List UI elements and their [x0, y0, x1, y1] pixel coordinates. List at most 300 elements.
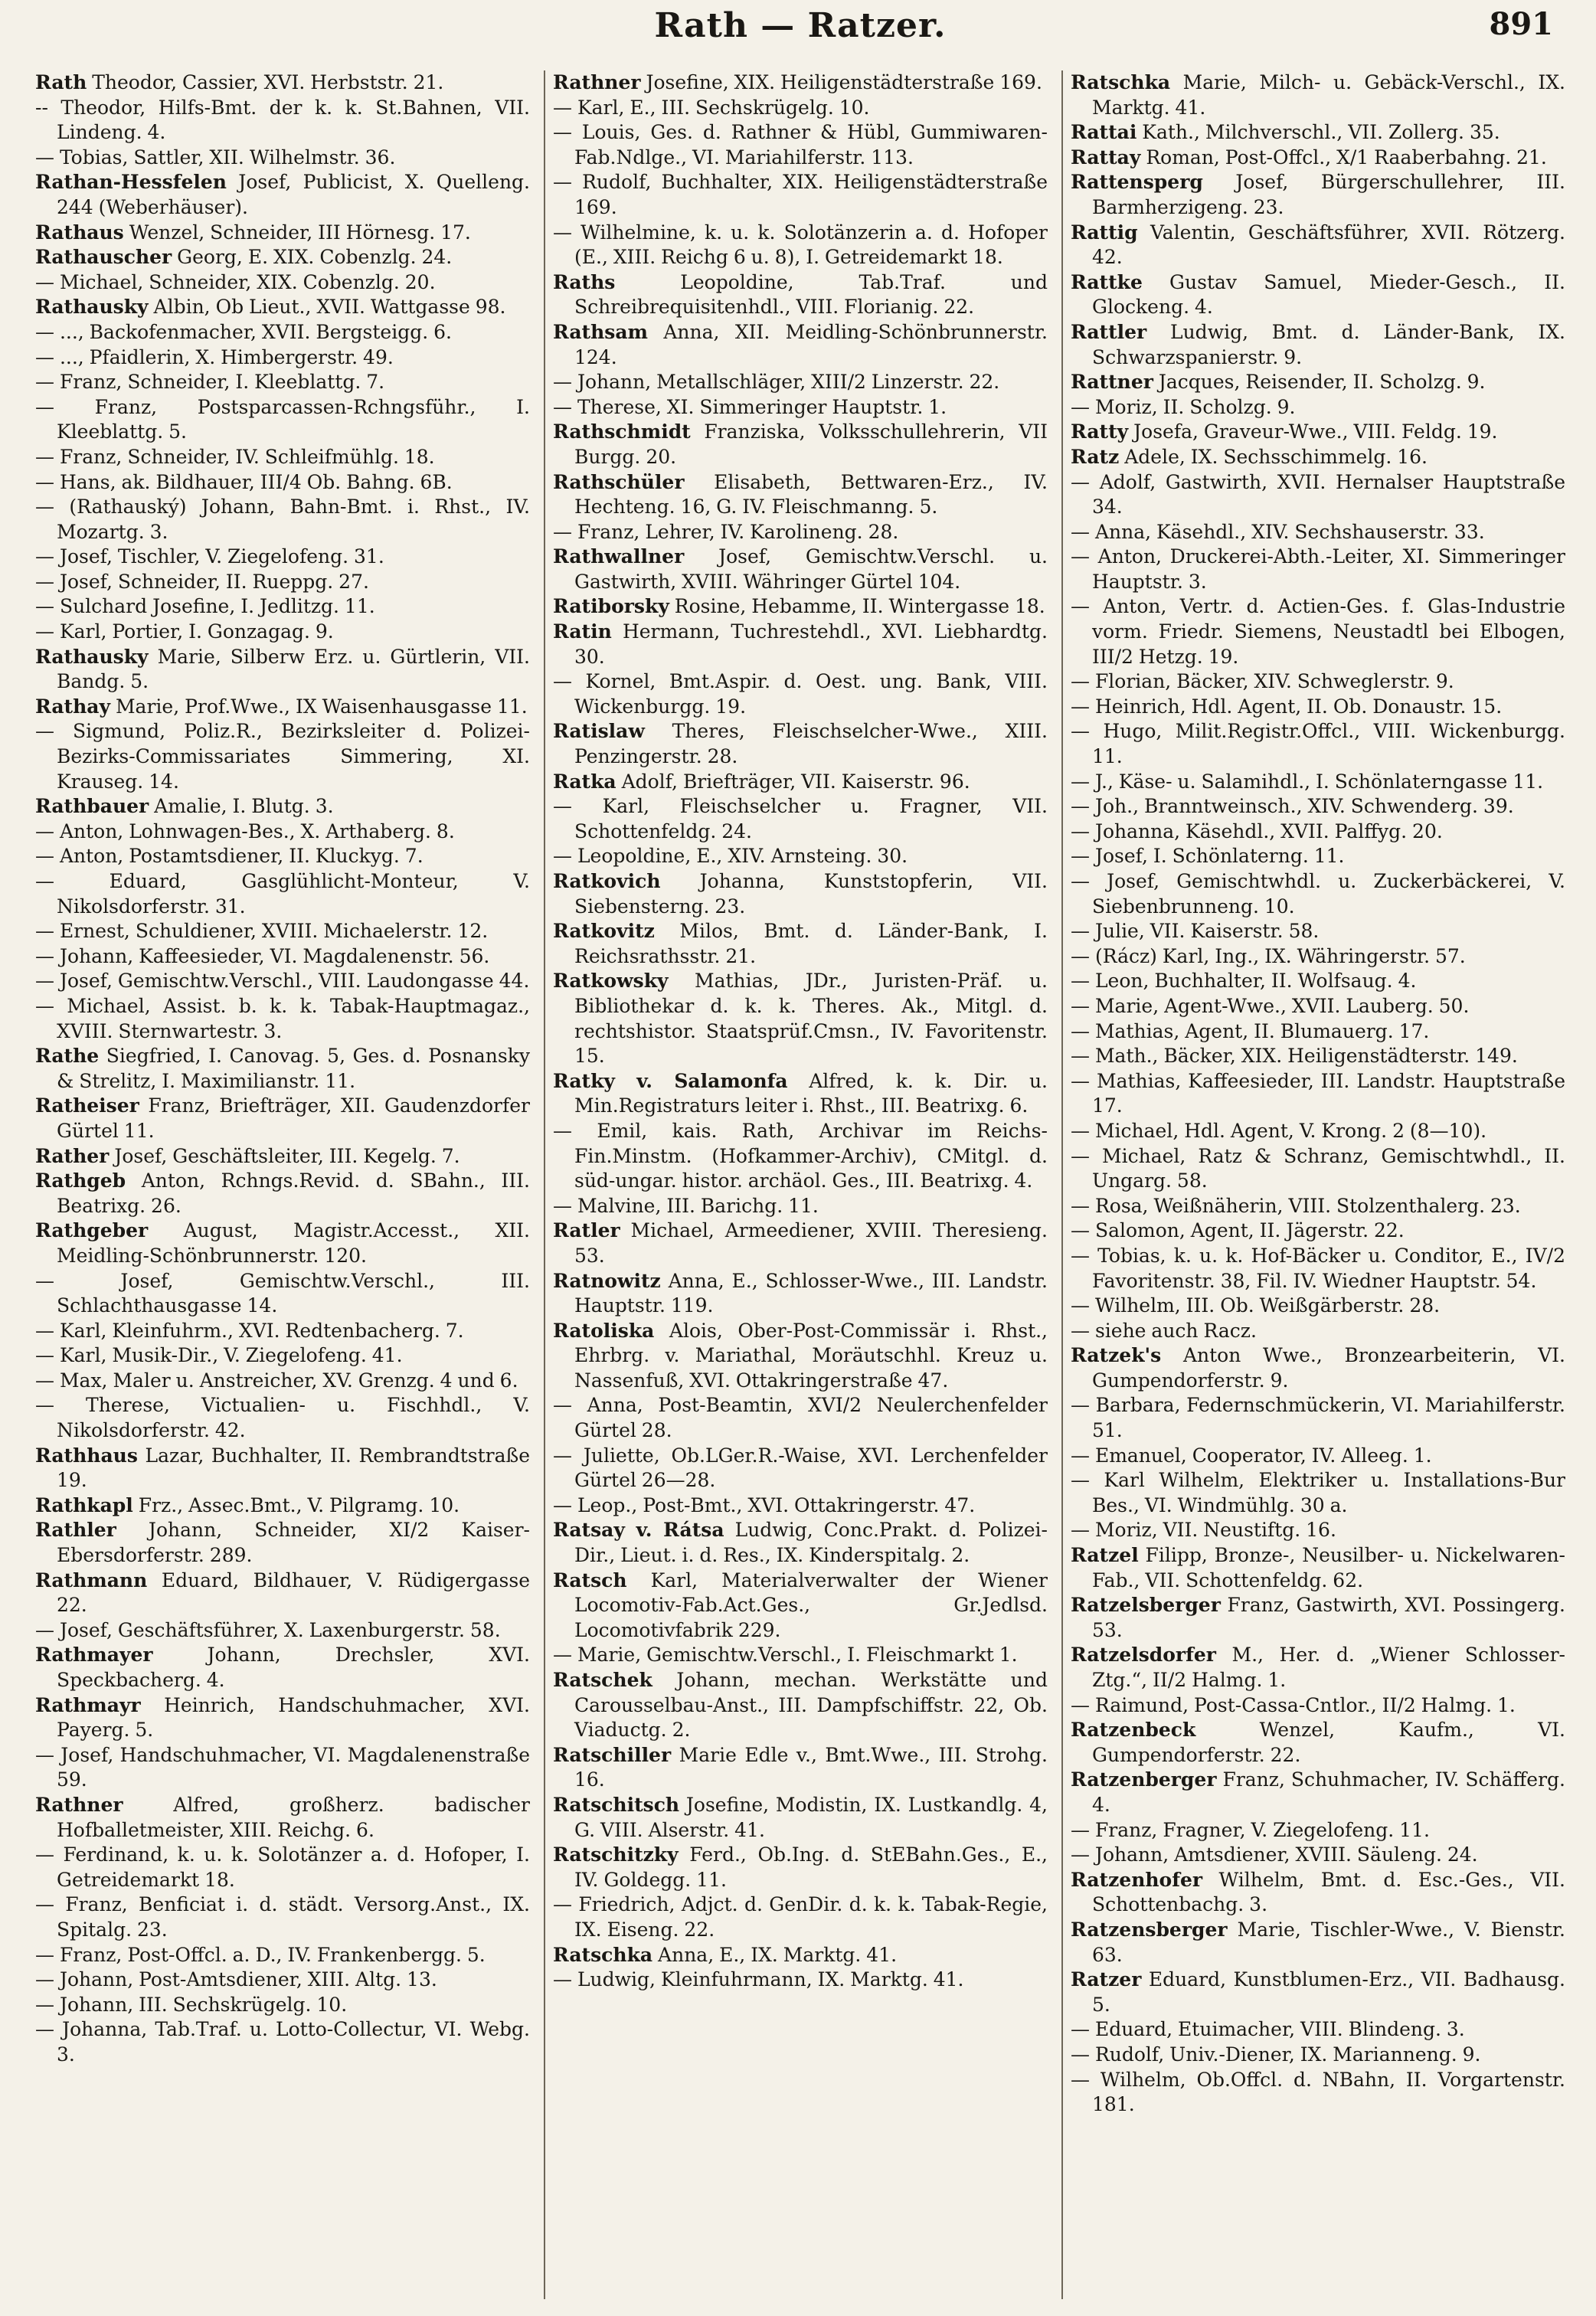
entry-text: Johann, Drechsler, XVI. Speckbacherg. 4.	[57, 1644, 530, 1691]
directory-entry	[553, 1643, 1048, 1668]
entry-text: Ludwig, Conc.Prakt. d. Polizei-Dir., Lieut. i. d. Res., IX. Kinderspitalg. 2.	[574, 1519, 1048, 1567]
directory-entry	[553, 370, 1048, 395]
entry-text: Josef, Bürgerschullehrer, III. Barmherzigeng. 23.	[1092, 171, 1565, 218]
directory-entry	[35, 270, 530, 296]
directory-entry	[1071, 1044, 1565, 1069]
entry-text: — Marie, Gemischtw.Verschl., I. Fleischmarkt 1.	[553, 1644, 1018, 1667]
entry-text: — Salomon, Agent, II. Jägerstr. 22.	[1071, 1219, 1405, 1242]
entry-text: — Mathias, Agent, II. Blumauerg. 17.	[1071, 1019, 1430, 1042]
entry-text: Karl, Materialverwalter der Wiener Locomotiv-Fab.Act.Ges., Gr.Jedlsd. Locomotivfabrik 229.	[574, 1569, 1048, 1641]
entry-surname: Rathwallner	[553, 545, 685, 568]
directory-entry	[553, 1269, 1048, 1319]
entry-text: Josefa, Graveur-Wwe., VIII. Feldg. 19.	[1133, 420, 1498, 443]
directory-entry	[553, 770, 1048, 795]
entry-text: Marie, Prof.Wwe., IX Waisenhausgasse 11.	[115, 695, 528, 718]
entry-text: Marie Edle v., Bmt.Wwe., III. Strohg. 16.	[574, 1743, 1048, 1791]
entry-text: Mathias, JDr., Juristen-Präf. u. Bibliothekar d. k. k. Theres. Ak., Mitgl. d. rechtshistor. Staatsprüf.Cmsn., IV. Favoritenstr. 15.	[574, 970, 1048, 1068]
entry-text: — Louis, Ges. d. Rathner & Hübl, Gummiwaren-Fab.Ndlge., VI. Mariahilferstr. 113.	[553, 121, 1048, 168]
directory-entry	[35, 221, 530, 246]
directory-entry	[553, 1119, 1048, 1194]
entry-surname: Rathner	[553, 71, 641, 93]
entry-text: — Rudolf, Univ.-Diener, IX. Marianneng. 9.	[1071, 2043, 1481, 2066]
entry-text: — Franz, Postsparcassen-Rchngsführ., I. Kleeblattg. 5.	[35, 395, 530, 443]
directory-entry	[1071, 1119, 1565, 1144]
directory-entry	[35, 919, 530, 944]
entry-text: — Leon, Buchhalter, II. Wolfsaug. 4.	[1071, 970, 1417, 993]
column-3	[1061, 70, 1565, 2299]
directory-entry	[35, 645, 530, 695]
entry-text: Filipp, Bronze-, Neusilber- u. Nickelwaren-Fab., VII. Schottenfeldg. 62.	[1092, 1544, 1565, 1591]
directory-entry	[553, 320, 1048, 370]
entry-text: Elisabeth, Bettwaren-Erz., IV. Hechteng. 16, G. IV. Fleischmanng. 5.	[574, 470, 1048, 518]
entry-surname: Ratka	[553, 770, 616, 793]
directory-entry	[35, 1094, 530, 1143]
directory-entry	[1071, 120, 1565, 146]
entry-surname: Ratkovitz	[553, 920, 655, 943]
entry-surname: Rattensperg	[1071, 171, 1203, 194]
directory-entry	[35, 1943, 530, 1968]
directory-entry	[553, 545, 1048, 594]
entry-surname: Rathner	[35, 1793, 123, 1816]
entry-text: — Johann, Kaffeesieder, VI. Magdalenenstr. 56.	[35, 944, 490, 967]
entry-surname: Rathausky	[35, 296, 149, 319]
entry-text: — Juliette, Ob.LGer.R.-Waise, XVI. Lerchenfelder Gürtel 26—28.	[553, 1444, 1048, 1492]
entry-text: Theodor, Cassier, XVI. Herbststr. 21.	[92, 71, 444, 93]
directory-entry	[35, 170, 530, 220]
entry-text: Gustav Samuel, Mieder-Gesch., II. Glockeng. 4.	[1092, 270, 1565, 319]
directory-entry	[553, 969, 1048, 1068]
entry-text: Eduard, Kunstblumen-Erz., VII. Badhausg. 5.	[1092, 1968, 1565, 2016]
directory-entry	[1071, 1818, 1565, 1843]
directory-entry	[35, 545, 530, 570]
entry-text: -- Theodor, Hilfs-Bmt. der k. k. St.Bahnen, VII. Lindeng. 4.	[35, 96, 530, 144]
entry-text: Anton, Rchngs.Revid. d. SBahn., III. Beatrixg. 26.	[57, 1169, 530, 1217]
entry-surname: Ratzelsdorfer	[1071, 1644, 1216, 1667]
entry-text: — Josef, Handschuhmacher, VI. Magdalenenstraße 59.	[35, 1743, 530, 1791]
directory-entry	[1071, 1868, 1565, 1918]
directory-entry	[35, 2017, 530, 2067]
entry-surname: Rathschüler	[553, 470, 685, 493]
directory-entry	[35, 819, 530, 845]
entry-text: — Wilhelm, III. Ob. Weißgärberstr. 28.	[1071, 1294, 1441, 1317]
entry-text: — Hugo, Milit.Registr.Offcl., VIII. Wickenburgg. 11.	[1071, 720, 1565, 768]
entry-text: Franz, Schuhmacher, IV. Schäfferg. 4.	[1092, 1768, 1565, 1816]
entry-text: Franz, Gastwirth, XVI. Possingerg. 53.	[1092, 1594, 1565, 1641]
entry-text: — Wilhelm, Ob.Offcl. d. NBahn, II. Vorgartenstr. 181.	[1071, 2068, 1565, 2116]
entry-text: — Math., Bäcker, XIX. Heiligenstädterstr. 149.	[1071, 1045, 1518, 1068]
entry-surname: Rather	[35, 1144, 110, 1167]
entry-surname: Ratiborsky	[553, 595, 669, 618]
directory-entry	[1071, 221, 1565, 270]
entry-text: — Malvine, III. Barichg. 11.	[553, 1194, 819, 1217]
directory-entry	[553, 520, 1048, 545]
entry-text: — Franz, Fragner, V. Ziegelofeng. 11.	[1071, 1818, 1430, 1841]
directory-entry	[1071, 1144, 1565, 1194]
directory-entry	[553, 1518, 1048, 1568]
directory-entry	[1071, 819, 1565, 845]
directory-entry	[35, 1993, 530, 2018]
entry-text: — Anna, Post-Beamtin, XVI/2 Neulerchenfelder Gürtel 28.	[553, 1394, 1048, 1442]
entry-text: — Josef, Schneider, II. Rueppg. 27.	[35, 570, 369, 593]
entry-text: Jacques, Reisender, II. Scholzg. 9.	[1158, 371, 1486, 394]
entry-text: — Franz, Benficiat i. d. städt. Versorg.Anst., IX. Spitalg. 23.	[35, 1893, 530, 1941]
entry-text: Rosine, Hebamme, II. Wintergasse 18.	[674, 595, 1045, 618]
directory-entry	[35, 146, 530, 171]
directory-entry	[1071, 445, 1565, 470]
directory-entry	[553, 1743, 1048, 1793]
directory-entry	[35, 470, 530, 496]
directory-entry	[35, 594, 530, 620]
directory-entry	[35, 1044, 530, 1094]
directory-entry	[35, 495, 530, 545]
directory-entry	[1071, 1343, 1565, 1393]
directory-entry	[1071, 869, 1565, 919]
entry-text: Amalie, I. Blutg. 3.	[154, 795, 334, 818]
directory-entry	[1071, 1693, 1565, 1719]
entry-surname: Ratzer	[1071, 1968, 1142, 1991]
entry-surname: Rathmann	[35, 1569, 148, 1591]
entry-surname: Ratzelsberger	[1071, 1594, 1221, 1617]
entry-text: Roman, Post-Offcl., X/1 Raaberbahng. 21.	[1146, 146, 1547, 168]
entry-surname: Rathaus	[35, 221, 124, 244]
entry-text: Kath., Milchverschl., VII. Zollerg. 35.	[1142, 121, 1500, 144]
entry-text: — Sulchard Josefine, I. Jedlitzg. 11.	[35, 595, 375, 618]
entry-text: — Karl, Fleischselcher u. Fragner, VII. Schottenfeldg. 24.	[553, 795, 1048, 842]
entry-text: — Josef, Geschäftsführer, X. Laxenburgerstr. 58.	[35, 1618, 501, 1641]
directory-entry	[553, 1444, 1048, 1493]
entry-text: Marie, Tischler-Wwe., V. Bienstr. 63.	[1092, 1918, 1565, 1966]
directory-entry	[35, 1343, 530, 1369]
columns	[35, 70, 1565, 2299]
directory-entry	[553, 395, 1048, 420]
directory-entry	[35, 1393, 530, 1443]
directory-entry	[553, 1968, 1048, 1993]
entry-surname: Ratheiser	[35, 1094, 139, 1117]
directory-entry	[553, 1843, 1048, 1892]
entry-surname: Ratzek's	[1071, 1344, 1162, 1367]
entry-text: — Johanna, Tab.Traf. u. Lotto-Collectur, VI. Webg. 3.	[35, 2018, 530, 2066]
directory-entry	[35, 1643, 530, 1693]
entry-text: — Leop., Post-Bmt., XVI. Ottakringerstr. 47.	[553, 1493, 976, 1516]
entry-surname: Ratschitzky	[553, 1843, 679, 1866]
entry-text: — Franz, Lehrer, IV. Karolineng. 28.	[553, 520, 899, 543]
directory-entry	[553, 1569, 1048, 1644]
directory-entry	[35, 1269, 530, 1319]
entry-text: — Karl Wilhelm, Elektriker u. Installations-Bur Bes., VI. Windmühlg. 30 a.	[1071, 1469, 1565, 1516]
entry-text: — Ernest, Schuldiener, XVIII. Michaelerstr. 12.	[35, 920, 489, 943]
entry-text: — Kornel, Bmt.Aspir. d. Oest. ung. Bank, VIII. Wickenburgg. 19.	[553, 670, 1048, 718]
entry-text: Leopoldine, Tab.Traf. und Schreibrequisitenhdl., VIII. Florianig. 22.	[574, 270, 1048, 319]
entry-text: — Josef, Gemischtw.Verschl., VIII. Laudongasse 44.	[35, 970, 530, 993]
directory-entry	[1071, 1643, 1565, 1693]
entry-text: Wenzel, Schneider, III Hörnesg. 17.	[129, 221, 471, 244]
entry-surname: Rathay	[35, 695, 110, 718]
directory-entry	[553, 919, 1048, 969]
directory-entry	[1071, 1918, 1565, 1968]
entry-text: — Max, Maler u. Anstreicher, XV. Grenzg. 4 und 6.	[35, 1369, 518, 1392]
entry-text: — (Rácz) Karl, Ing., IX. Währingerstr. 57.	[1071, 944, 1466, 967]
entry-surname: Rattig	[1071, 221, 1138, 244]
entry-text: — Florian, Bäcker, XIV. Schweglerstr. 9.	[1071, 670, 1454, 693]
entry-text: Alois, Ober-Post-Commissär i. Rhst., Ehrbrg. v. Mariathal, Moräutschhl. Kreuz u. Nassenfuß, XVI. Ottakringerstraße 47.	[574, 1319, 1048, 1392]
directory-entry	[553, 1194, 1048, 1219]
page-header	[35, 0, 1565, 70]
entry-text: — Emanuel, Cooperator, IV. Alleeg. 1.	[1071, 1444, 1432, 1467]
entry-text: Anna, E., Schlosser-Wwe., III. Landstr. Hauptstr. 119.	[574, 1269, 1048, 1317]
entry-surname: Rathmayer	[35, 1644, 153, 1667]
entry-surname: Rathler	[35, 1519, 116, 1542]
directory-entry	[1071, 1468, 1565, 1518]
directory-entry	[553, 594, 1048, 620]
entry-surname: Rathgeb	[35, 1169, 126, 1192]
entry-text: Theres, Fleischselcher-Wwe., XIII. Penzingerstr. 28.	[574, 720, 1048, 768]
entry-text: — Josef, Tischler, V. Ziegelofeng. 31.	[35, 545, 384, 568]
entry-surname: Ratschek	[553, 1669, 652, 1691]
directory-entry	[1071, 545, 1565, 594]
entry-surname: Rattner	[1071, 371, 1153, 394]
entry-surname: Ratler	[553, 1219, 620, 1242]
directory-entry	[553, 1393, 1048, 1443]
entry-surname: Ratschka	[553, 1943, 653, 1966]
directory-entry	[1071, 270, 1565, 320]
entry-text: Alfred, k. k. Dir. u. Min.Registraturs leiter i. Rhst., III. Beatrixg. 6.	[574, 1069, 1048, 1117]
directory-entry	[35, 719, 530, 794]
directory-entry	[553, 1319, 1048, 1394]
directory-entry	[1071, 1518, 1565, 1543]
directory-entry	[553, 470, 1048, 520]
entry-text: Franziska, Volksschullehrerin, VII Burgg. 20.	[574, 420, 1048, 468]
entry-text: Adele, IX. Sechsschimmelg. 16.	[1124, 445, 1428, 468]
entry-text: — Karl, E., III. Sechskrügelg. 10.	[553, 96, 870, 119]
directory-entry	[35, 1793, 530, 1843]
entry-surname: Ratky v. Salamonfa	[553, 1069, 788, 1092]
directory-entry	[1071, 1194, 1565, 1219]
directory-entry	[1071, 70, 1565, 120]
entry-surname: Ratin	[553, 620, 612, 643]
entry-text: — Eduard, Etuimacher, VIII. Blindeng. 3.	[1071, 2018, 1465, 2041]
entry-surname: Ratzenberger	[1071, 1768, 1217, 1791]
entry-text: — Therese, Victualien- u. Fischhdl., V. Nikolsdorferstr. 42.	[35, 1394, 530, 1442]
directory-entry	[35, 570, 530, 595]
entry-text: — Franz, Schneider, IV. Schleifmühlg. 18.	[35, 445, 435, 468]
directory-entry	[35, 1518, 530, 1568]
directory-entry	[35, 370, 530, 395]
entry-text: Anton Wwe., Bronzearbeiterin, VI. Gumpendorferstr. 9.	[1092, 1344, 1565, 1392]
entry-surname: Rathe	[35, 1045, 100, 1068]
directory-entry	[553, 719, 1048, 769]
entry-text: Albin, Ob Lieut., XVII. Wattgasse 98.	[153, 296, 506, 319]
directory-entry	[553, 221, 1048, 270]
directory-entry	[553, 1943, 1048, 1968]
entry-text: Johann, Schneider, XI/2 Kaiser-Ebersdorferstr. 289.	[57, 1519, 530, 1567]
entry-text: — Michael, Hdl. Agent, V. Krong. 2 (8—10).	[1071, 1119, 1487, 1142]
entry-text: Anna, E., IX. Marktg. 41.	[658, 1943, 898, 1966]
directory-entry	[553, 669, 1048, 719]
directory-entry	[35, 1144, 530, 1169]
entry-surname: Rathauscher	[35, 246, 172, 269]
entry-text: Johanna, Kunststopferin, VII. Siebensterng. 23.	[574, 870, 1048, 918]
entry-text: Hermann, Tuchrestehdl., XVI. Liebhardtg. 30.	[574, 620, 1048, 668]
entry-surname: Ratsch	[553, 1569, 627, 1591]
entry-text: — Wilhelmine, k. u. k. Solotänzerin a. d. Hofoper (E., XIII. Reichg 6 u. 8), I. Getreidemarkt 18.	[553, 221, 1048, 269]
entry-text: Wilhelm, Bmt. d. Esc.-Ges., VII. Schottenbachg. 3.	[1092, 1868, 1565, 1916]
entry-text: Wenzel, Kaufm., VI. Gumpendorferstr. 22.	[1092, 1719, 1565, 1766]
entry-text: Josef, Publicist, X. Quelleng. 244 (Weberhäuser).	[57, 171, 530, 218]
directory-entry	[1071, 719, 1565, 769]
directory-entry	[35, 1743, 530, 1793]
directory-entry	[1071, 370, 1565, 395]
directory-entry	[1071, 594, 1565, 669]
entry-text: — Emil, kais. Rath, Archivar im Reichs-Fin.Minstm. (Hofkammer-Archiv), CMitgl. d. süd-ungar. histor. archäol. Ges., III. Beatrixg. 4.	[553, 1119, 1048, 1192]
entry-text: — Anton, Postamtsdiener, II. Kluckyg. 7.	[35, 845, 424, 868]
directory-entry	[35, 1444, 530, 1493]
entry-text: Frz., Assec.Bmt., V. Pilgramg. 10.	[138, 1493, 460, 1516]
entry-surname: Ratislaw	[553, 720, 645, 743]
directory-entry	[1071, 1319, 1565, 1344]
directory-entry	[553, 1219, 1048, 1268]
entry-surname: Rathkapl	[35, 1493, 133, 1516]
entry-text: Eduard, Bildhauer, V. Rüdigergasse 22.	[57, 1569, 530, 1617]
entry-text: Josef, Gemischtw.Verschl. u. Gastwirth, XVIII. Währinger Gürtel 104.	[574, 545, 1048, 593]
entry-surname: Ratsay v. Rátsa	[553, 1519, 724, 1542]
entry-text: — Josef, Gemischtwhdl. u. Zuckerbäckerei, V. Siebenbrunneng. 10.	[1071, 870, 1565, 918]
directory-entry	[35, 1968, 530, 1993]
entry-surname: Rattay	[1071, 146, 1141, 168]
entry-text: Adolf, Briefträger, VII. Kaiserstr. 96.	[621, 770, 970, 793]
directory-entry	[35, 869, 530, 919]
entry-text: M., Her. d. „Wiener Schlosser-Ztg.“, II/2 Halmg. 1.	[1092, 1644, 1565, 1691]
entry-text: — Hans, ak. Bildhauer, III/4 Ob. Bahng. 6B.	[35, 470, 453, 493]
entry-text: — Josef, Gemischtw.Verschl., III. Schlachthausgasse 14.	[35, 1269, 530, 1317]
directory-entry	[553, 794, 1048, 844]
entry-surname: Ratzensberger	[1071, 1918, 1228, 1941]
directory-entry	[1071, 919, 1565, 944]
entry-text: Ferd., Ob.Ing. d. StEBahn.Ges., E., IV. Goldegg. 11.	[574, 1843, 1048, 1891]
entry-text: — Johann, Metallschläger, XIII/2 Linzerstr. 22.	[553, 371, 1000, 394]
entry-text: — Heinrich, Hdl. Agent, II. Ob. Donaustr. 15.	[1071, 695, 1503, 718]
entry-text: Heinrich, Handschuhmacher, XVI. Payerg. 5.	[57, 1693, 530, 1742]
directory-entry	[35, 70, 530, 96]
entry-surname: Ratkowsky	[553, 970, 669, 993]
entry-surname: Ratzenbeck	[1071, 1719, 1196, 1742]
directory-entry	[35, 1369, 530, 1394]
directory-entry	[1071, 1718, 1565, 1768]
entry-surname: Rattler	[1071, 320, 1147, 343]
directory-entry	[553, 1793, 1048, 1843]
running-title: Rath — Ratzer.	[654, 6, 947, 45]
directory-entry	[1071, 420, 1565, 445]
entry-surname: Ratschitsch	[553, 1793, 680, 1816]
directory-entry	[35, 1618, 530, 1644]
entry-text: — Sigmund, Poliz.R., Bezirksleiter d. Polizei-Bezirks-Commissariates Simmering, XI. Krauseg. 14.	[35, 720, 530, 793]
directory-entry	[553, 170, 1048, 220]
directory-entry	[35, 695, 530, 720]
directory-entry	[553, 1892, 1048, 1942]
entry-text: — Therese, XI. Simmeringer Hauptstr. 1.	[553, 395, 947, 418]
entry-text: — Franz, Schneider, I. Kleeblattg. 7.	[35, 371, 385, 394]
directory-entry	[35, 944, 530, 970]
column-1	[35, 70, 530, 2299]
entry-text: — Michael, Ratz & Schranz, Gemischtwhdl., II. Ungarg. 58.	[1071, 1144, 1565, 1192]
entry-text: Josefine, XIX. Heiligenstädterstraße 169.	[646, 71, 1042, 93]
directory-entry	[35, 1843, 530, 1892]
entry-text: — Tobias, k. u. k. Hof-Bäcker u. Conditor, E., IV/2 Favoritenstr. 38, Fil. IV. Wiedner Hauptstr. 54.	[1071, 1244, 1565, 1292]
entry-text: — Mathias, Kaffeesieder, III. Landstr. Hauptstraße 17.	[1071, 1069, 1565, 1117]
entry-text: Josef, Geschäftsleiter, III. Kegelg. 7.	[114, 1144, 460, 1167]
directory-entry	[553, 1493, 1048, 1519]
entry-text: — ..., Backofenmacher, XVII. Bergsteigg. 6.	[35, 320, 452, 343]
directory-entry	[35, 1319, 530, 1344]
entry-text: — siehe auch Racz.	[1071, 1319, 1257, 1342]
directory-entry	[35, 345, 530, 371]
directory-entry	[553, 869, 1048, 919]
entry-surname: Ratzel	[1071, 1544, 1139, 1567]
entry-text: Milos, Bmt. d. Länder-Bank, I. Reichsrathsstr. 21.	[574, 920, 1048, 967]
entry-surname: Rathan-Hessfelen	[35, 171, 227, 194]
directory-entry	[35, 1569, 530, 1618]
page-number: 891	[1489, 6, 1553, 42]
entry-surname: Ratschiller	[553, 1743, 672, 1766]
entry-text: — Karl, Musik-Dir., V. Ziegelofeng. 41.	[35, 1344, 403, 1367]
entry-surname: Ratzenhofer	[1071, 1868, 1203, 1891]
entry-text: — Franz, Post-Offcl. a. D., IV. Frankenbergg. 5.	[35, 1943, 486, 1966]
directory-entry	[35, 1892, 530, 1942]
entry-text: Michael, Armeediener, XVIII. Theresieng. 53.	[574, 1219, 1048, 1267]
entry-surname: Rathsam	[553, 320, 648, 343]
entry-surname: Rattke	[1071, 270, 1143, 293]
directory-entry	[35, 395, 530, 445]
entry-text: — Michael, Assist. b. k. k. Tabak-Hauptmagaz., XVIII. Sternwartestr. 3.	[35, 994, 530, 1042]
entry-surname: Ratz	[1071, 445, 1120, 468]
column-2	[544, 70, 1048, 2299]
entry-text: — Karl, Portier, I. Gonzagag. 9.	[35, 620, 334, 643]
directory-entry	[1071, 395, 1565, 420]
entry-text: — Michael, Schneider, XIX. Cobenzlg. 20.	[35, 270, 436, 293]
entry-text: — Joh., Branntweinsch., XIV. Schwenderg. 39.	[1071, 795, 1514, 818]
entry-surname: Rathgeber	[35, 1219, 149, 1242]
entry-surname: Rath	[35, 71, 87, 93]
directory-entry	[1071, 1444, 1565, 1469]
directory-entry	[1071, 2043, 1565, 2068]
entry-text: Georg, E. XIX. Cobenzlg. 24.	[177, 246, 453, 269]
entry-text: — Anton, Lohnwagen-Bes., X. Arthaberg. 8.	[35, 819, 455, 842]
directory-entry	[1071, 1219, 1565, 1244]
entry-text: — Rosa, Weißnäherin, VIII. Stolzenthalerg. 23.	[1071, 1194, 1521, 1217]
directory-entry	[1071, 794, 1565, 819]
directory-entry	[1071, 1768, 1565, 1817]
entry-text: Franz, Briefträger, XII. Gaudenzdorfer Gürtel 11.	[57, 1094, 530, 1142]
directory-entry	[553, 120, 1048, 170]
directory-entry	[553, 1668, 1048, 1743]
directory-entry	[1071, 520, 1565, 545]
entry-text: — Johann, Post-Amtsdiener, XIII. Altg. 13.	[35, 1968, 437, 1991]
directory-entry	[1071, 1294, 1565, 1319]
entry-text: Johann, mechan. Werkstätte und Carousselbau-Anst., III. Dampfschiffstr. 22, Ob. Viaductg. 2.	[574, 1669, 1048, 1742]
directory-entry	[553, 620, 1048, 669]
entry-surname: Ratty	[1071, 420, 1129, 443]
entry-text: — Rudolf, Buchhalter, XIX. Heiligenstädterstraße 169.	[553, 171, 1048, 218]
directory-entry	[1071, 470, 1565, 520]
entry-surname: Rattai	[1071, 121, 1137, 144]
entry-text: Marie, Silberw Erz. u. Gürtlerin, VII. Bandg. 5.	[57, 645, 530, 693]
directory-entry	[35, 245, 530, 270]
entry-text: Valentin, Geschäftsführer, XVII. Rötzerg. 42.	[1092, 221, 1565, 269]
directory-entry	[1071, 994, 1565, 1019]
entry-text: — Friedrich, Adjct. d. GenDir. d. k. k. Tabak-Regie, IX. Eiseng. 22.	[553, 1893, 1048, 1941]
directory-entry	[1071, 669, 1565, 695]
directory-entry	[1071, 695, 1565, 720]
entry-text: — (Rathauský) Johann, Bahn-Bmt. i. Rhst., IV. Mozartg. 3.	[35, 496, 530, 543]
